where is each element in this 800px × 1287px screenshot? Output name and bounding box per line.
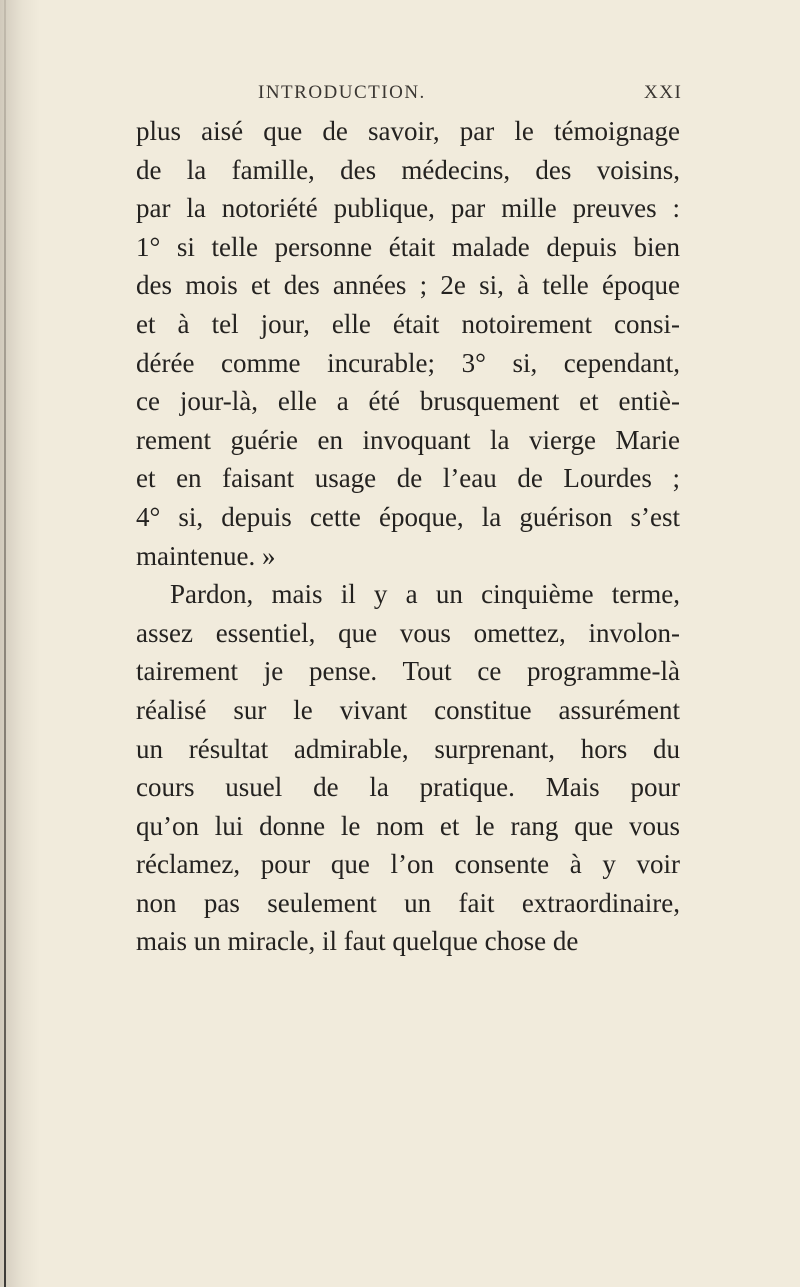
text-line: par la notoriété publique, par mille preuves :: [136, 193, 680, 224]
body-text: [136, 112, 680, 961]
text-line: de la famille, des médecins, des voisins,: [136, 154, 680, 185]
text-line: 4° si, depuis cette époque, la guérison s’est: [136, 501, 680, 532]
text-line: un résultat admirable, surprenant, hors du: [136, 733, 680, 764]
text-line: réalisé sur le vivant constitue assurément: [136, 694, 680, 725]
text-line: mais un miracle, il faut quelque chose de: [136, 926, 579, 957]
binding-gutter: [4, 0, 6, 1287]
text-line: plus aisé que de savoir, par le témoignage: [136, 116, 680, 146]
text-line: réclamez, pour que l’on consente à y voir: [136, 849, 680, 880]
text-line: des mois et des années ; 2e si, à telle époque: [136, 270, 680, 301]
text-line: rement guérie en invoquant la vierge Marie: [136, 424, 680, 455]
text-line: qu’on lui donne le nom et le rang que vous: [136, 810, 680, 841]
text-line: maintenue. »: [136, 540, 276, 571]
text-line: Pardon, mais il y a un cinquième terme,: [170, 579, 680, 610]
text-line: cours usuel de la pratique. Mais pour: [136, 772, 680, 803]
text-line: ce jour-là, elle a été brusquement et entiè-: [136, 386, 680, 417]
text-line: et en faisant usage de l’eau de Lourdes ;: [136, 463, 680, 494]
text-line: et à tel jour, elle était notoirement consi-: [136, 308, 680, 339]
page-number: XXI: [644, 82, 683, 103]
text-line: 1° si telle personne était malade depuis bien: [136, 231, 680, 262]
header-title: INTRODUCTION.: [258, 82, 426, 103]
text-line: dérée comme incurable; 3° si, cependant,: [136, 347, 680, 378]
text-line: assez essentiel, que vous omettez, involon-: [136, 617, 680, 648]
text-line: non pas seulement un fait extraordinaire,: [136, 887, 680, 918]
text-line: tairement je pense. Tout ce programme-là: [136, 656, 680, 687]
